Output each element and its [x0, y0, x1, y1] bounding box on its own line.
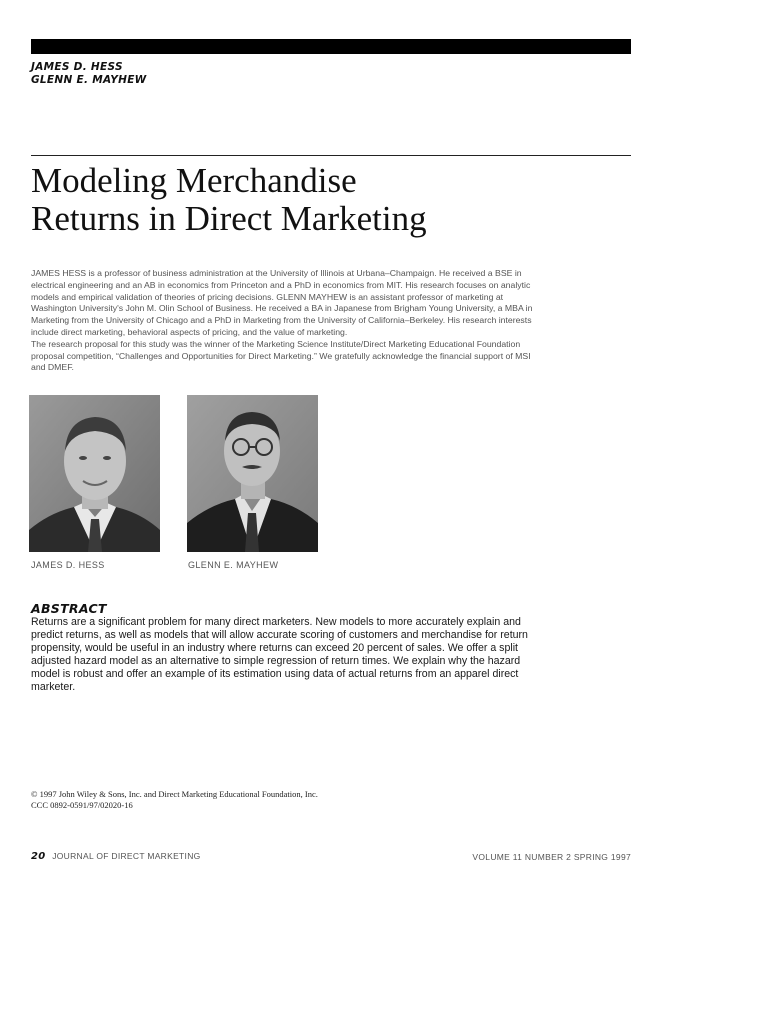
bio-paragraph: JAMES HESS is a professor of business administration at the University of Illinois at Urbana–Champaign. He received a BSE in electrical engineering and an AB in economics from Princeton and a PhD in economics from MIT. His research focuses on analytic models and empirical validation of theories of pricing decisions. GLENN MAYHEW is an assistant professor of marketing at Washington University's John M. Olin School of Business. He received a BA in Japanese from Brigham Young University, a MBA in Marketing from the University of Chicago and a PhD in Marketing from the University of California–Berkeley. His research interests include direct marketing, behavioral aspects of pricing, and the value of marketing. [31, 268, 533, 337]
bio-paragraph: The research proposal for this study was the winner of the Marketing Science Institute/Direct Marketing Educational Foundation proposal competition, “Challenges and Opportunities for Direct Marketing.” We gratefully acknowledge the financial support of MSI and DMEF. [31, 338, 531, 373]
author-name: GLENN E. MAYHEW [31, 74, 147, 86]
page-footer [31, 851, 631, 863]
author-list [31, 61, 147, 87]
hess-photo-caption: JAMES D. HESS [31, 560, 105, 570]
abstract-heading: ABSTRACT [31, 601, 107, 616]
mayhew-portrait-photo [187, 395, 318, 552]
author-bio [31, 268, 546, 374]
page-number: 20 [31, 851, 46, 862]
author-name: JAMES D. HESS [31, 61, 123, 73]
article-title [31, 162, 427, 238]
volume-info: VOLUME 11 NUMBER 2 SPRING 1997 [472, 852, 631, 862]
ccc-code: CCC 0892-0591/97/02020-16 [31, 800, 133, 810]
copyright-line: © 1997 John Wiley & Sons, Inc. and Direct Marketing Educational Foundation, Inc. [31, 789, 318, 799]
header-bar [31, 39, 631, 54]
mayhew-photo-caption: GLENN E. MAYHEW [188, 560, 279, 570]
copyright-notice [31, 789, 318, 811]
title-rule [31, 155, 631, 156]
journal-name: JOURNAL OF DIRECT MARKETING [52, 851, 201, 861]
title-line: Returns in Direct Marketing [31, 199, 427, 238]
title-line: Modeling Merchandise [31, 161, 357, 200]
hess-portrait-photo [29, 395, 160, 552]
abstract-body: Returns are a significant problem for many direct marketers. New models to more accurately explain and predict returns, as well as models that will allow accurate scoring of customers and merchandise for return propensity, would be useful in an industry where returns can exceed 20 percent of sales. We offer a split adjusted hazard model as an alternative to simple regression of return times. We explain why the hazard model is robust and offer an example of its estimation using data of actual returns from an apparel direct marketer. [31, 616, 528, 694]
